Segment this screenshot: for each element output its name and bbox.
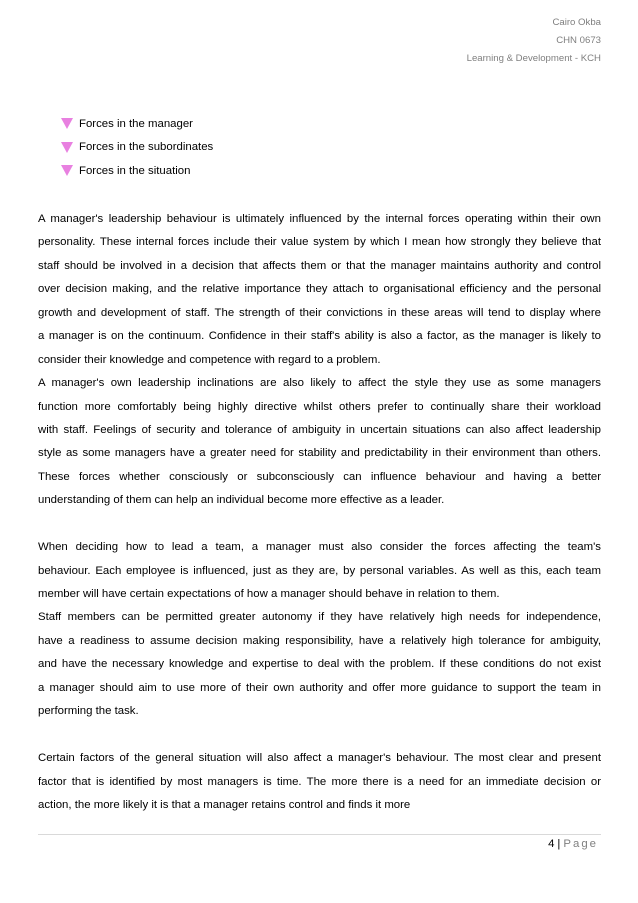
bullet-text: Forces in the situation bbox=[79, 164, 191, 177]
bullet-item bbox=[61, 136, 213, 160]
body-line: performing the task. bbox=[38, 705, 139, 718]
body-line: style as some managers have a greater need for stability and predictability in their environment than others. bbox=[38, 447, 601, 460]
document-body bbox=[38, 208, 601, 817]
body-line: These forces whether consciously or subconsciously can influence behaviour and having a better bbox=[38, 470, 601, 483]
triangle-down-icon bbox=[61, 142, 73, 153]
body-line: function more comfortably being highly directive whilst others prefer to continually share their workload bbox=[38, 400, 601, 413]
body-line: growth and development of staff. The strength of their convictions in these areas will tend to display where bbox=[38, 306, 601, 319]
triangle-down-icon bbox=[61, 165, 73, 176]
body-line: understanding of them can help an individual become more effective as a leader. bbox=[38, 494, 445, 507]
body-line: Certain factors of the general situation will also affect a manager's behaviour. The most clear and present bbox=[38, 752, 601, 765]
triangle-down-icon bbox=[61, 118, 73, 129]
body-line: a manager is on the continuum. Confidence in their staff's ability is also a factor, as the manager is likely to bbox=[38, 330, 601, 343]
header-code: CHN 0673 bbox=[556, 35, 601, 46]
body-line: factor that is identified by most managers is time. The more there is a need for an immediate decision or bbox=[38, 775, 601, 788]
body-line: and have the necessary knowledge and expertise to deal with the problem. If these conditions do not exist bbox=[38, 658, 601, 671]
body-line: personality. These internal forces include their value system by which I mean how strongly they believe that bbox=[38, 236, 601, 249]
body-line: A manager's own leadership inclinations are also likely to affect the style they use as some managers bbox=[38, 377, 601, 390]
bullet-item bbox=[61, 112, 213, 136]
header-course: Learning & Development - KCH bbox=[466, 53, 601, 64]
body-line: behaviour. Each employee is influenced, just as they are, by personal variables. As well as this, each team bbox=[38, 564, 601, 577]
bullet-list bbox=[61, 112, 213, 183]
bullet-text: Forces in the subordinates bbox=[79, 141, 214, 154]
bullet-item bbox=[61, 159, 213, 183]
body-line: member will have certain expectations of how a manager should behave in relation to them. bbox=[38, 588, 500, 600]
body-line: have a readiness to assume decision making responsibility, have a relatively high tolerance for ambiguity, bbox=[38, 634, 601, 647]
footer-separator: | bbox=[557, 838, 561, 850]
page-number: 4 bbox=[548, 838, 555, 850]
body-line: Staff members can be permitted greater autonomy if they have relatively high needs for independence, bbox=[38, 611, 601, 624]
body-line: When deciding how to lead a team, a manager must also consider the forces affecting the team's bbox=[38, 541, 601, 554]
body-line: with staff. Feelings of security and tolerance of ambiguity in uncertain situations can also affect leadership bbox=[38, 423, 601, 436]
footer-rule bbox=[38, 834, 601, 835]
body-line: staff should be involved in a decision that affects them or that the manager maintains authority and control bbox=[38, 259, 601, 272]
body-line: a manager should aim to use more of their own authority and offer more guidance to support the team in bbox=[38, 681, 601, 694]
body-line: A manager's leadership behaviour is ultimately influenced by the internal forces operating within their own bbox=[38, 213, 601, 225]
header-author: Cairo Okba bbox=[552, 17, 601, 28]
page-label: Page bbox=[563, 838, 598, 850]
bullet-text: Forces in the manager bbox=[79, 117, 193, 130]
page-header bbox=[467, 14, 601, 68]
body-line: over decision making, and the relative importance they attach to organisational efficiency and the personal bbox=[38, 283, 601, 296]
page-footer bbox=[548, 838, 598, 850]
body-line: action, the more likely it is that a manager retains control and finds it more bbox=[38, 798, 411, 811]
body-line: consider their knowledge and competence with regard to a problem. bbox=[38, 353, 381, 366]
